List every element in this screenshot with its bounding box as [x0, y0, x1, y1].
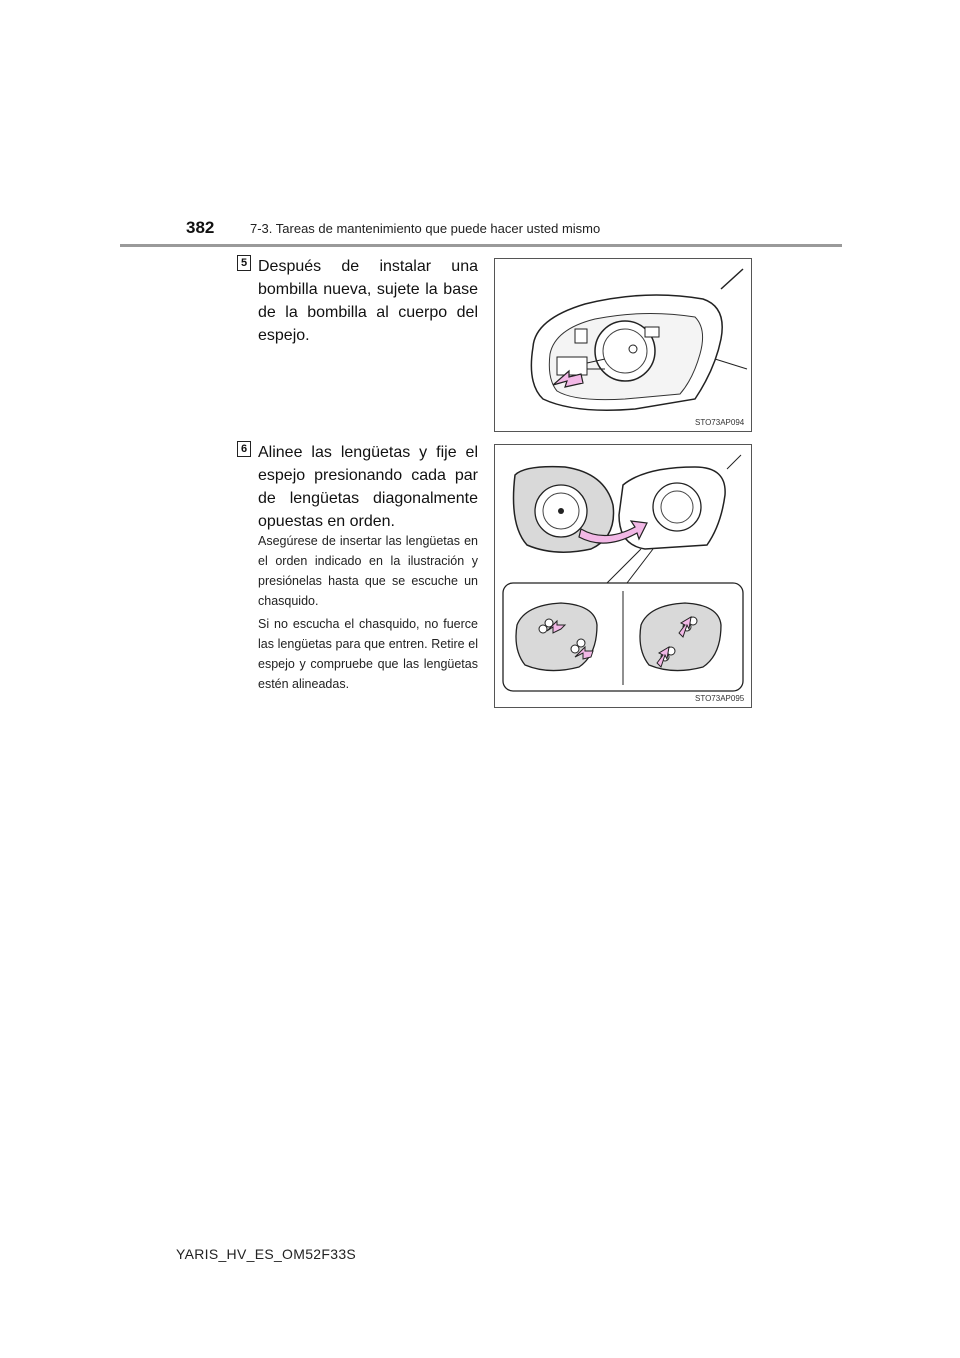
document-code: YARIS_HV_ES_OM52F33S	[176, 1246, 357, 1262]
header-rule	[120, 244, 842, 247]
step-6-note-1: Asegúrese de insertar las lengüetas en el orden indicado en la ilustración y presiónelas hasta que se escuche un chasquido.	[258, 534, 478, 608]
step-5-badge: 5	[237, 255, 251, 271]
step-5-text: Después de instalar una bombilla nueva, sujete la base de la bombilla al cuerpo del espejo.	[258, 258, 478, 344]
figure-mirror-tabs	[494, 444, 752, 708]
step-6-note-2: Si no escucha el chasquido, no fuerce las lengüetas para que entren. Retire el espejo y compruebe que las lengüetas estén alineadas.	[258, 617, 478, 691]
page-number: 382	[186, 218, 215, 237]
figure-code: STO73AP094	[695, 418, 745, 427]
figure-code: STO73AP095	[695, 694, 745, 703]
step-6-text: Alinee las lengüetas y fije el espejo presionando cada par de lengüetas diagonalmente opuestas en orden.	[258, 444, 478, 530]
section-title: 7-3. Tareas de mantenimiento que puede hacer usted mismo	[250, 221, 601, 236]
figure-bulb-base	[494, 258, 752, 432]
step-6-badge: 6	[237, 441, 251, 457]
